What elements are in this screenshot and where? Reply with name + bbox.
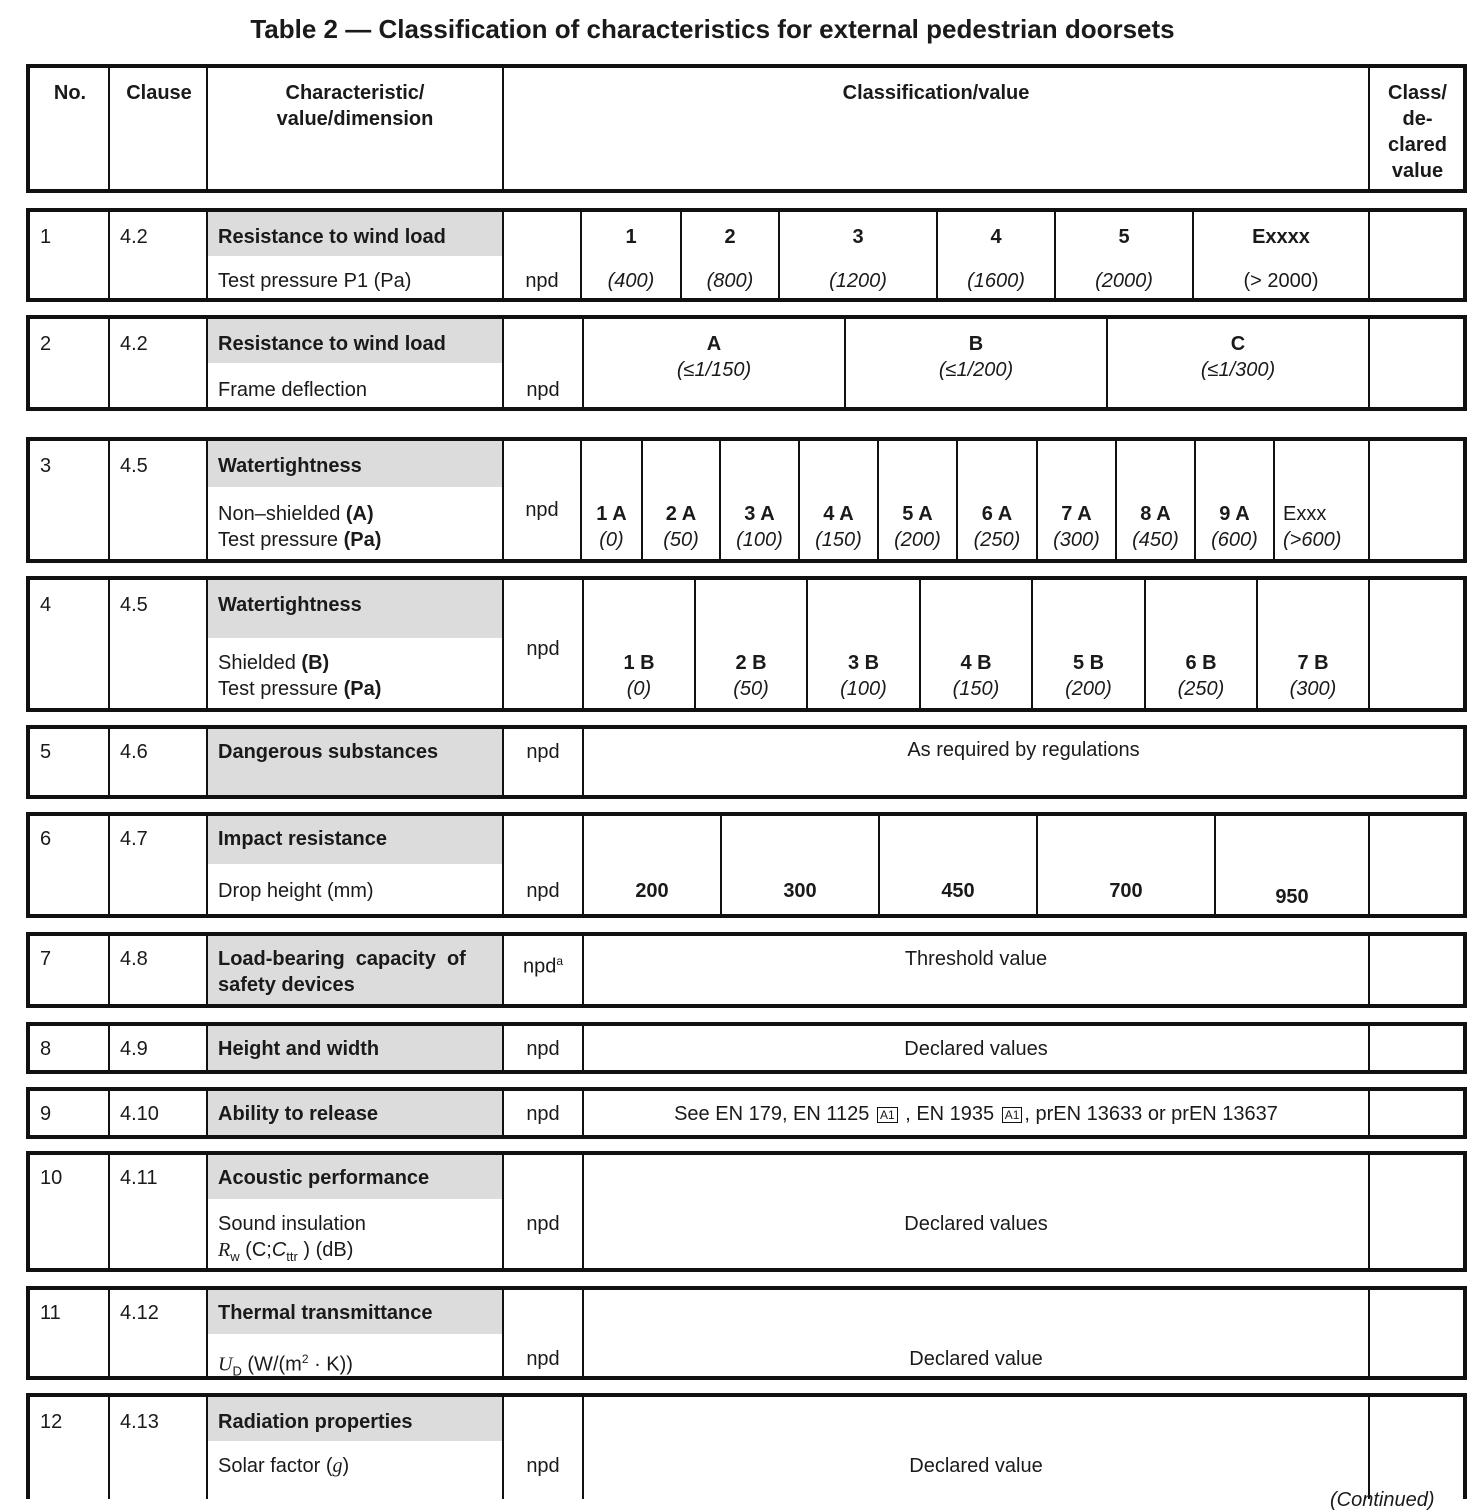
row-name: Ability to release [218,1103,379,1125]
table-row [26,1087,1467,1139]
row-detail: Test pressure (Pa) [218,678,382,700]
class-value: (2000) [1095,270,1153,292]
row-detail: Sound insulation [218,1213,366,1235]
row-no: 1 [40,226,52,248]
row-detail: $U_D$ $(W/(m^2 \cdot K))$ [218,1352,353,1379]
row-clause: 4.5 [120,455,148,477]
row-name: Watertightness [218,455,362,477]
cell-no [30,212,110,298]
row-name: Height and width [218,1038,380,1060]
header-class-declared-label [1370,80,1465,184]
class-label: 450 [941,880,975,902]
row-value: Declared values [904,1038,1048,1060]
header-class-line4: value [1391,160,1444,182]
cell-declared [1368,212,1463,298]
row-detail: Drop height (mm) [218,880,374,902]
row-value: Declared value [909,1455,1043,1477]
row-clause: 4.2 [120,333,148,355]
row-name: Resistance to wind load [218,333,446,355]
class-label: 6 A [981,503,1013,525]
header-class-line3: clared [1388,134,1447,156]
header-characteristic-label [208,80,502,132]
table-row [26,1393,1467,1499]
header-class-line2: de- [1402,108,1433,130]
class-label: 5 B [1072,652,1105,674]
row-no: 11 [40,1302,61,1324]
row-detail: Shielded (B) [218,652,330,674]
amendment-marker-icon: A1 [877,1107,898,1123]
class-label: C [1230,333,1246,355]
class-value: (≤1/300) [1200,359,1276,381]
row-no: 7 [40,948,52,970]
row-name: Impact resistance [218,828,387,850]
row-clause: 4.6 [120,741,148,763]
class-value: (100) [736,529,783,551]
class-value: (250) [1177,678,1225,700]
class-label: 3 B [847,652,880,674]
class-label: 950 [1275,886,1309,908]
row-clause: 4.9 [120,1038,148,1060]
row-detail: Test pressure P1 (Pa) [218,270,412,292]
row-no: 5 [40,741,52,763]
class-label: 700 [1109,880,1143,902]
row-clause: 4.13 [120,1411,159,1433]
class-label: B [968,333,984,355]
row-npd: npd [526,1038,560,1060]
row-name: Watertightness [218,594,362,616]
row-npd: npd [526,379,560,401]
row-no: 3 [40,455,52,477]
class-value: (300) [1053,529,1100,551]
row-clause: 4.12 [120,1302,159,1324]
row-npd: npd [525,499,559,521]
row-detail: Frame deflection [218,379,367,401]
header-characteristic-line1: Characteristic/ [285,82,425,104]
row-npd: npd [526,880,560,902]
class-label: Exxxx [1252,226,1310,248]
row-value: Threshold value [904,948,1048,970]
continued-note: (Continued) [1330,1489,1435,1511]
row-no: 2 [40,333,52,355]
class-label: Exxx [1283,503,1327,525]
row-value: As required by regulations [907,739,1140,761]
table-title: Table 2 — Classification of characteristics for external pedestrian doorsets [250,14,1175,44]
row-name: Acoustic performance [218,1167,430,1189]
class-label: 2 [724,226,736,248]
row-name: Resistance to wind load [218,226,446,248]
cell-clause [108,212,208,298]
header-clause [108,68,208,189]
row-detail: Non–shielded (A) [218,503,374,525]
class-label: 1 B [623,652,655,674]
class-label: 5 [1118,226,1130,248]
class-label: A [706,333,722,355]
row-no: 12 [40,1411,63,1433]
class-label: 3 A [744,503,775,525]
row-clause: 4.2 [120,226,148,248]
row-npd: npd [526,1103,560,1125]
class-label: 6 B [1185,652,1217,674]
table-row [26,437,1467,563]
class-value: (600) [1211,529,1258,551]
header-no [30,68,110,189]
cell-npd [502,212,580,298]
header-class-line1: Class/ [1388,82,1447,104]
header-characteristic-line2: value/dimension [276,108,434,130]
row-npd: npd [526,741,560,763]
class-value: (> 2000) [1243,270,1319,292]
class-value: (250) [973,529,1021,551]
cell-characteristic [206,212,502,298]
class-value: (150) [815,529,862,551]
class-label: 2 A [665,503,697,525]
row-npd: npd [525,270,559,292]
row-no: 4 [40,594,52,616]
class-label: 5 A [902,503,933,525]
table-row [26,932,1467,1008]
class-label: 3 [852,226,864,248]
header-class-declared [1368,68,1463,189]
class-label: 2 B [735,652,767,674]
table-header [26,64,1467,193]
class-value: (400) [607,270,655,292]
header-classification-label: Classification/value [842,82,1030,104]
class-value: (0) [626,678,652,700]
row-no: 8 [40,1038,52,1060]
class-value: (50) [733,678,769,700]
table-row [26,812,1467,918]
class-label: 1 [625,226,637,248]
row-npd: npd [526,1455,560,1477]
row-npd: npd [526,1348,560,1370]
row-no: 6 [40,828,52,850]
class-value: (50) [663,529,699,551]
row-value: Declared values [904,1213,1048,1235]
class-value: (1600) [967,270,1025,292]
class-label: 8 A [1140,503,1171,525]
row-clause: 4.11 [120,1167,158,1189]
row-npd: npd [526,1213,560,1235]
table-row [26,576,1467,712]
row-npd: npd$^a$ [522,954,564,978]
header-clause-label: Clause [126,82,192,104]
row-npd: npd [526,638,560,660]
class-label: 200 [635,880,669,902]
class-value: (100) [840,678,887,700]
header-characteristic [206,68,502,189]
row-clause: 4.8 [120,948,148,970]
row-no: 10 [40,1167,63,1189]
row-clause: 4.5 [120,594,148,616]
row-name: safety devices [218,974,355,996]
class-value: (≤1/200) [938,359,1014,381]
table-row [26,1022,1467,1074]
row-name: Radiation properties [218,1411,413,1433]
class-value: (150) [952,678,1000,700]
class-label: 4 A [823,503,854,525]
row-value: See EN 179, EN 1125 A1 , EN 1935 A1 , prEN 13633 or prEN 13637 [674,1103,1278,1125]
row-no: 9 [40,1103,52,1125]
class-label: 4 [990,226,1002,248]
row-detail: Solar factor (g) [218,1455,350,1477]
class-value: (0) [599,529,624,551]
class-value: (800) [706,270,754,292]
row-value: Declared value [909,1348,1043,1370]
row-clause: 4.7 [120,828,148,850]
class-label: 300 [783,880,817,902]
row-detail: $R_w$ ($C;C_{ttr}$ ) (dB) [218,1239,354,1264]
class-value: (200) [1065,678,1112,700]
table-row [26,315,1467,411]
table-row [26,1286,1467,1380]
table-row [26,208,1467,302]
table-row [26,1151,1467,1272]
row-name: Dangerous substances [218,741,439,763]
class-label: 9 A [1219,503,1250,525]
table-row [26,725,1467,799]
class-value: (450) [1132,529,1179,551]
class-value: (>600) [1283,529,1342,551]
class-value: (≤1/150) [676,359,752,381]
amendment-marker-icon: A1 [1002,1107,1023,1123]
class-label: 7 A [1061,503,1092,525]
class-value: (300) [1289,678,1337,700]
class-label: 7 B [1297,652,1329,674]
row-clause: 4.10 [120,1103,159,1125]
class-value: (200) [894,529,941,551]
class-label: 4 B [960,652,992,674]
class-value: (1200) [829,270,887,292]
row-name: Thermal transmittance [218,1302,433,1324]
header-no-label: No. [53,82,87,104]
class-label: 1 A [596,503,627,525]
row-name: Load-bearing capacity of [218,948,466,970]
header-classification [502,68,1368,189]
row-detail: Test pressure (Pa) [218,529,382,551]
